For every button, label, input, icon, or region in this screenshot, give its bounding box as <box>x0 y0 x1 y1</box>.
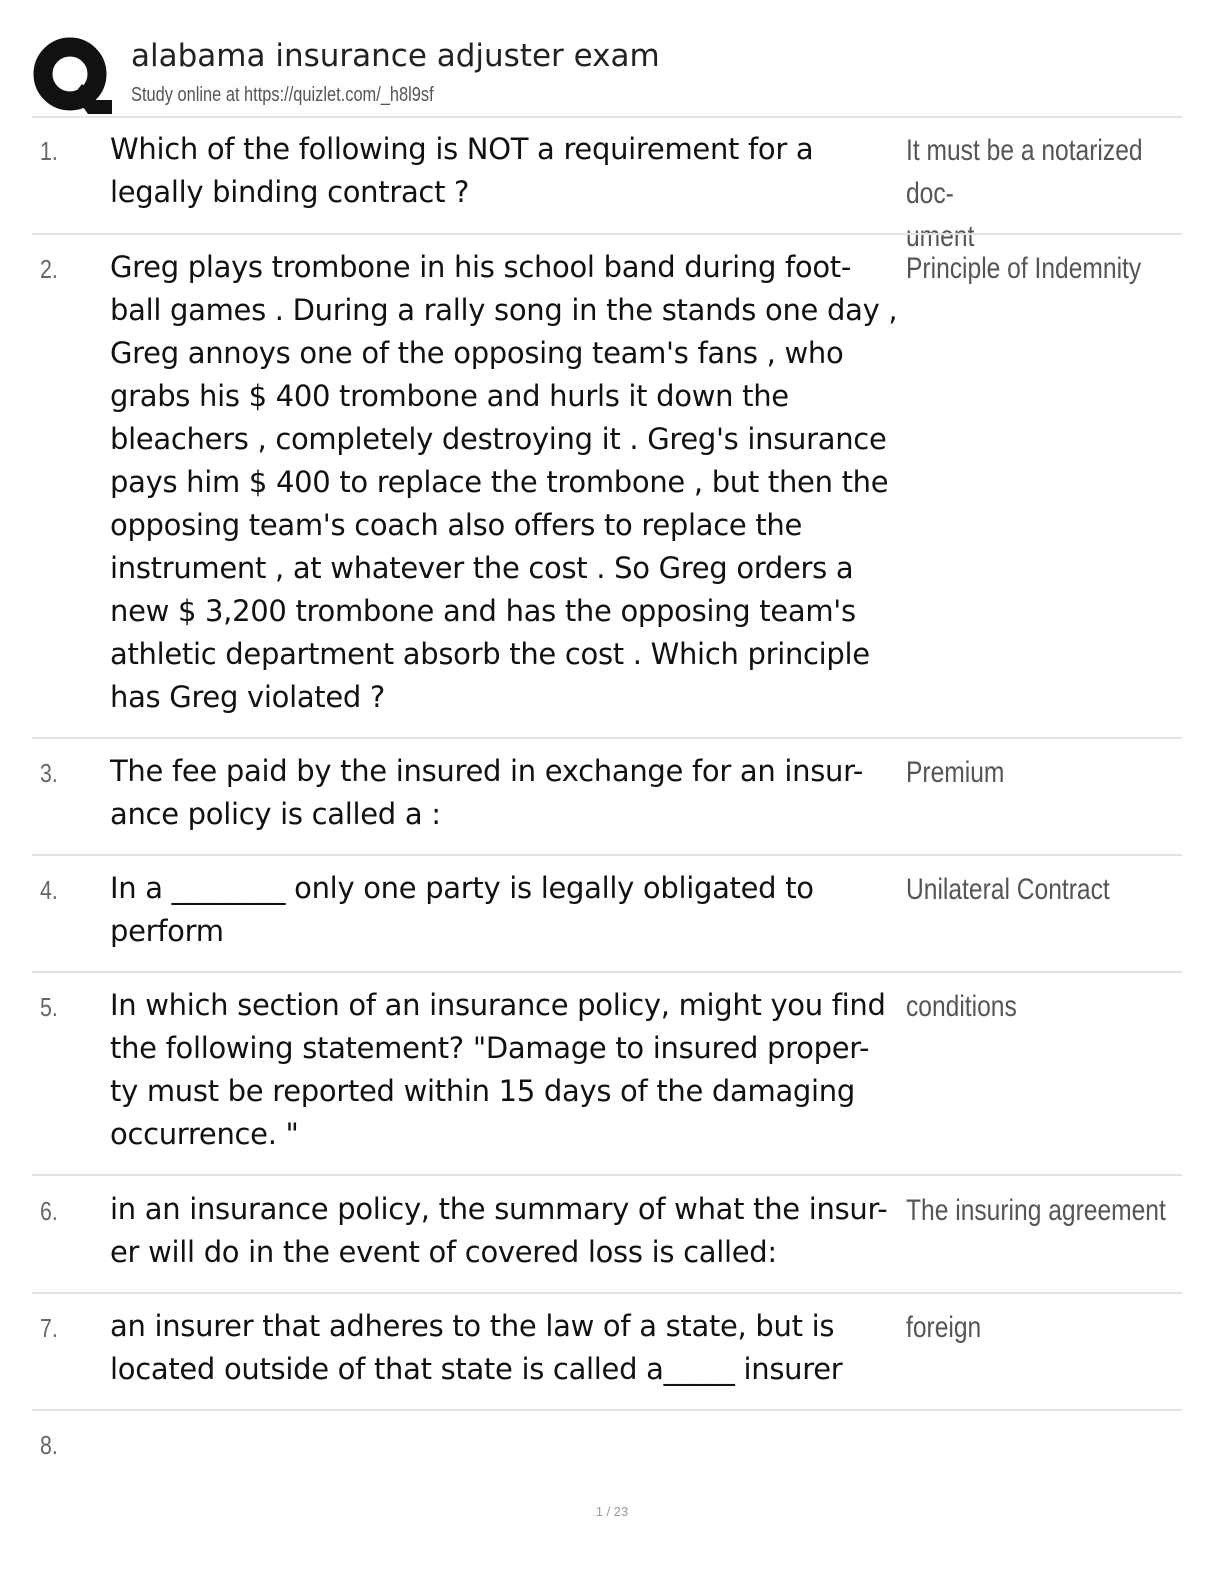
item-number: 7. <box>40 1313 58 1343</box>
answer-text: It must be a notarized doc- ument <box>906 134 1143 253</box>
question-text: Greg plays trombone in his school band during foot- ball games . During a rally song in the stands one day , Greg annoys one of the opposing team's fans , who grabs his $ 400 trombone and hurls it down the bleachers , completely destroying it . Greg's insurance pays him $ 400 to replace the trombone , but then the opposing team's coach also offers to replace the instrument , at whatever the cost . So Greg orders a new $ 3,200 trombone and has the opposing team's athletic department absorb the cost . Which principle has Greg violated ? <box>110 250 898 714</box>
item-number: 8. <box>40 1430 58 1460</box>
question-text: in an insurance policy, the summary of what the insur- er will do in the event of covered loss is called: <box>110 1192 888 1269</box>
set-title: alabama insurance adjuster exam <box>131 38 660 74</box>
page-number: 1 / 23 <box>595 1504 629 1519</box>
item-number: 6. <box>40 1196 58 1226</box>
divider <box>32 1174 1182 1176</box>
item-number: 4. <box>40 875 58 905</box>
divider <box>32 233 1182 235</box>
question-text: an insurer that adheres to the law of a state, but is located outside of that state is called a_____ insurer <box>110 1309 843 1386</box>
item-number: 2. <box>40 254 58 284</box>
item-number: 1. <box>40 136 58 166</box>
question-text: Which of the following is NOT a requirement for a legally binding contract ? <box>110 132 814 209</box>
answer-text: conditions <box>906 990 1017 1023</box>
page-header <box>32 32 1192 112</box>
study-online-link[interactable]: Study online at https://quizlet.com/_h8l9sf <box>131 84 434 106</box>
quizlet-q-logo-icon <box>32 34 112 114</box>
answer-text: foreign <box>906 1311 982 1344</box>
divider <box>32 854 1182 856</box>
answer-text: Unilateral Contract <box>906 873 1110 906</box>
divider <box>32 737 1182 739</box>
divider <box>32 1292 1182 1294</box>
divider <box>32 116 1182 118</box>
answer-text: Principle of Indemnity <box>906 252 1142 285</box>
divider <box>32 1409 1182 1411</box>
answer-text: Premium <box>906 756 1005 789</box>
item-number: 3. <box>40 758 58 788</box>
question-text: In which section of an insurance policy, might you find the following statement? "Damage to insured proper- ty must be reported within 15 days of the damaging occurrence. " <box>110 988 886 1151</box>
question-text: The fee paid by the insured in exchange for an insur- ance policy is called a : <box>110 754 864 831</box>
divider <box>32 971 1182 973</box>
answer-text: The insuring agreement <box>906 1194 1166 1227</box>
question-text: In a ________ only one party is legally obligated to perform <box>110 871 814 948</box>
item-number: 5. <box>40 992 58 1022</box>
